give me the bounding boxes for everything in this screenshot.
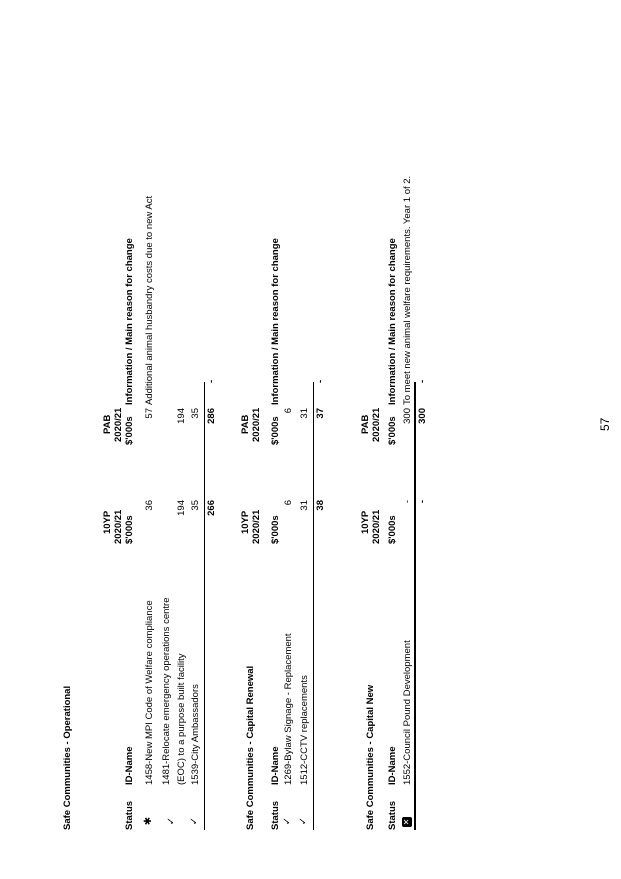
col-id-name: ID-Name [387, 746, 398, 785]
row-name: 1552-Council Pound Development [402, 640, 413, 785]
col-pab-year: 2020/21 [113, 407, 124, 442]
row-name: 1458-New MPI Code of Welfare compliance [144, 600, 155, 785]
total-diff: - [315, 379, 326, 383]
page-number: 57 [598, 417, 612, 431]
row-10yp: 6 [283, 500, 294, 506]
row-pab: 57 [144, 408, 155, 419]
row-info: To meet new animal welfare requirements. Year 1 of 2. [402, 175, 413, 405]
row-10yp: 31 [299, 500, 310, 511]
col-10yp-unit: $'000s [124, 515, 135, 544]
col-pab-unit: $'000s [124, 416, 135, 445]
col-status: Status [124, 800, 135, 830]
row-10yp: - [402, 500, 413, 504]
total-pab: 300 [417, 408, 428, 424]
row-10yp: 35 [190, 500, 201, 511]
col-pab-top: PAB [360, 414, 371, 434]
col-info: Information / Main reason for change [387, 238, 398, 405]
col-id-name: ID-Name [124, 746, 135, 785]
row-pab: 31 [299, 408, 310, 419]
row-name: 1512-CCTV replacements [299, 675, 310, 785]
total-diff: - [206, 379, 217, 383]
section-title: Safe Communities - Capital Renewal [245, 665, 256, 830]
total-10yp: - [417, 500, 428, 504]
row-10yp: 36 [144, 500, 155, 511]
rotated-content [20, 10, 428, 830]
col-10yp-top: 10YP [240, 510, 251, 534]
col-pab-unit: $'000s [270, 416, 281, 445]
col-status: Status [270, 800, 281, 830]
asterisk-icon: ✱ [143, 816, 154, 826]
checkmark-icon: ✓ [298, 816, 309, 826]
col-10yp-year: 2020/21 [113, 509, 124, 544]
total-rule [414, 382, 416, 830]
section-title: Safe Communities - Operational [62, 685, 73, 830]
row-pab: 194 [176, 408, 187, 424]
row-name-cont: (EOC) to a purpose built facility [176, 653, 187, 785]
col-pab-unit: $'000s [387, 416, 398, 445]
row-name: 1539-City Ambassadors [190, 684, 201, 785]
col-pab-top: PAB [240, 414, 251, 434]
col-10yp-year: 2020/21 [371, 509, 382, 544]
checkmark-icon: ✓ [282, 816, 293, 826]
total-diff: - [417, 379, 428, 383]
box-x-icon: ✕ [402, 818, 411, 826]
total-pab: 286 [206, 408, 217, 424]
total-10yp: 266 [206, 500, 217, 516]
col-status: Status [387, 800, 398, 830]
row-pab: 35 [190, 408, 201, 419]
col-id-name: ID-Name [270, 746, 281, 785]
total-pab: 37 [315, 408, 326, 419]
row-name: 1481-Relocate emergency operations centre [161, 597, 172, 785]
col-10yp-top: 10YP [360, 510, 371, 534]
checkmark-icon: ✓ [189, 816, 200, 826]
col-pab-year: 2020/21 [251, 407, 262, 442]
row-info: Additional animal husbandry costs due to new Act [144, 195, 155, 405]
section-title: Safe Communities - Capital New [365, 684, 376, 830]
total-rule [204, 382, 205, 830]
col-10yp-year: 2020/21 [251, 509, 262, 544]
row-pab: 300 [402, 408, 413, 424]
total-10yp: 38 [315, 500, 326, 511]
col-info: Information / Main reason for change [270, 238, 281, 405]
col-10yp-unit: $'000s [387, 515, 398, 544]
row-name: 1269-Bylaw Signage - Replacement [283, 633, 294, 785]
checkmark-icon: ✓ [166, 816, 177, 826]
row-pab: 6 [283, 408, 294, 414]
col-10yp-top: 10YP [102, 510, 113, 534]
row-10yp: 194 [176, 500, 187, 516]
col-pab-top: PAB [102, 414, 113, 434]
col-10yp-unit: $'000s [270, 515, 281, 544]
col-pab-year: 2020/21 [371, 407, 382, 442]
col-info: Information / Main reason for change [124, 238, 135, 405]
total-rule [313, 382, 314, 830]
